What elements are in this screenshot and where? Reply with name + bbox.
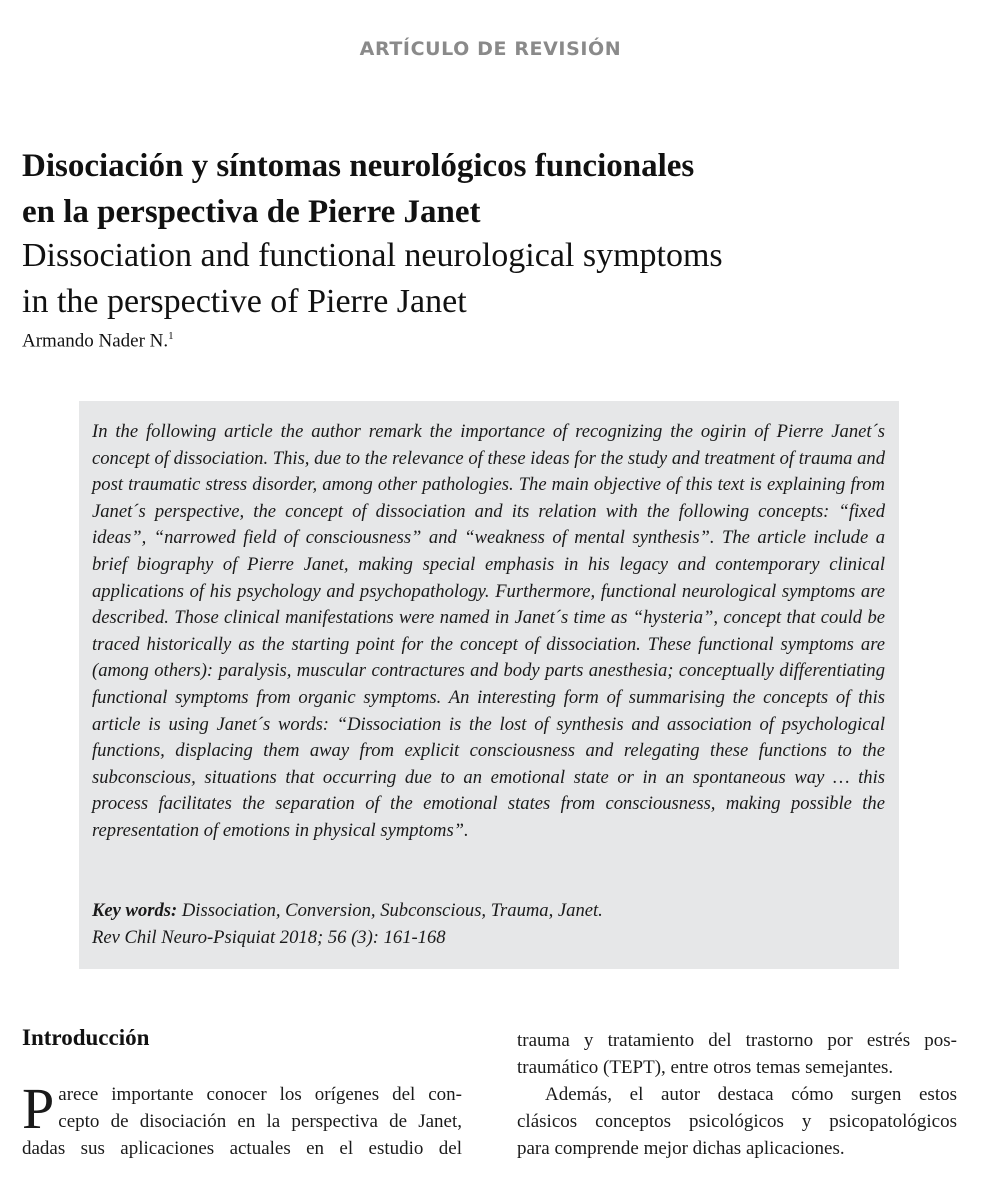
section-label: ARTÍCULO DE REVISIÓN	[359, 38, 622, 60]
title-spanish-line-2: en la perspectiva de Pierre Janet	[22, 194, 481, 230]
intro-right-column	[517, 1027, 957, 1162]
introduction-heading: Introducción	[22, 1025, 150, 1050]
abstract-text: In the following article the author remark the importance of recognizing the ogirin of Pierre Janet´s concept of dissociation. This, due to the relevance of these ideas for the study and treatment of trauma and post traumatic stress disorder, among other pathologies. The main objective of this text is explaining from Janet´s perspective, the concept of dissociation and its relation with the following concepts: “fixed ideas”, “narrowed field of consciousness” and “weakness of mental synthesis”. The article include a brief biography of Pierre Janet, making special emphasis in his legacy and contemporary clinical applications of his psychology and psychopathology. Furthermore, functional neurological symptoms are described. Those clinical manifestations were named in Janet´s time as “hysteria”, concept that could be traced historically as the starting point for the concept of dissociation. These functional symptoms are (among others): paralysis, muscular contractures and body parts anesthesia; conceptually differentiating functional symptoms from organic symptoms. An interesting form of summarising the concepts of this article is using Janet´s words: “Dissociation is the lost of synthesis and association of psychological functions, displacing them away from explicit consciousness and relegating these functions to the subconscious, situations that occurring due to an emotional state or in an spontaneous way … this process facilitates the separation of the emotional states from consciousness, making possible the representation of emotions in physical symptoms”.	[92, 421, 885, 841]
intro-right-line-3: Además, el autor destaca cómo surgen estos	[545, 1084, 957, 1105]
intro-left-column	[22, 1076, 462, 1162]
title-spanish	[22, 143, 922, 235]
intro-right-line-4: clásicos conceptos psicológicos y psicopatológicos	[517, 1111, 957, 1132]
keywords-label: Key words:	[92, 900, 178, 921]
abstract-box	[79, 401, 899, 969]
affiliation-mark: 1	[168, 330, 174, 342]
title-spanish-line-1: Disociación y síntomas neurológicos funcionales	[22, 148, 695, 184]
intro-right-line-1: trauma y tratamiento del trastorno por estrés pos-	[517, 1030, 957, 1051]
citation: Rev Chil Neuro-Psiquiat 2018; 56 (3): 161-168	[92, 926, 446, 948]
keywords-block	[92, 898, 885, 951]
intro-right-line-2: traumático (TEPT), entre otros temas semejantes.	[517, 1057, 894, 1078]
keywords-value: Dissociation, Conversion, Subconscious, Trauma, Janet.	[181, 900, 603, 921]
title-english-line-2: in the perspective of Pierre Janet	[22, 283, 467, 320]
author-line	[22, 330, 174, 352]
intro-left-line-1: arece importante conocer los orígenes del con-	[58, 1084, 462, 1105]
keywords-line	[92, 898, 885, 925]
title-english	[22, 233, 922, 325]
intro-right-line-5: para comprende mejor dichas aplicaciones.	[517, 1138, 845, 1159]
drop-cap: P	[22, 1076, 55, 1141]
intro-left-line-3: dadas sus aplicaciones actuales en el estudio del	[22, 1138, 462, 1159]
intro-left-line-2: cepto de disociación en la perspectiva de Janet,	[58, 1111, 462, 1132]
author-name: Armando Nader N.	[22, 330, 169, 352]
title-english-line-1: Dissociation and functional neurological symptoms	[22, 237, 723, 274]
